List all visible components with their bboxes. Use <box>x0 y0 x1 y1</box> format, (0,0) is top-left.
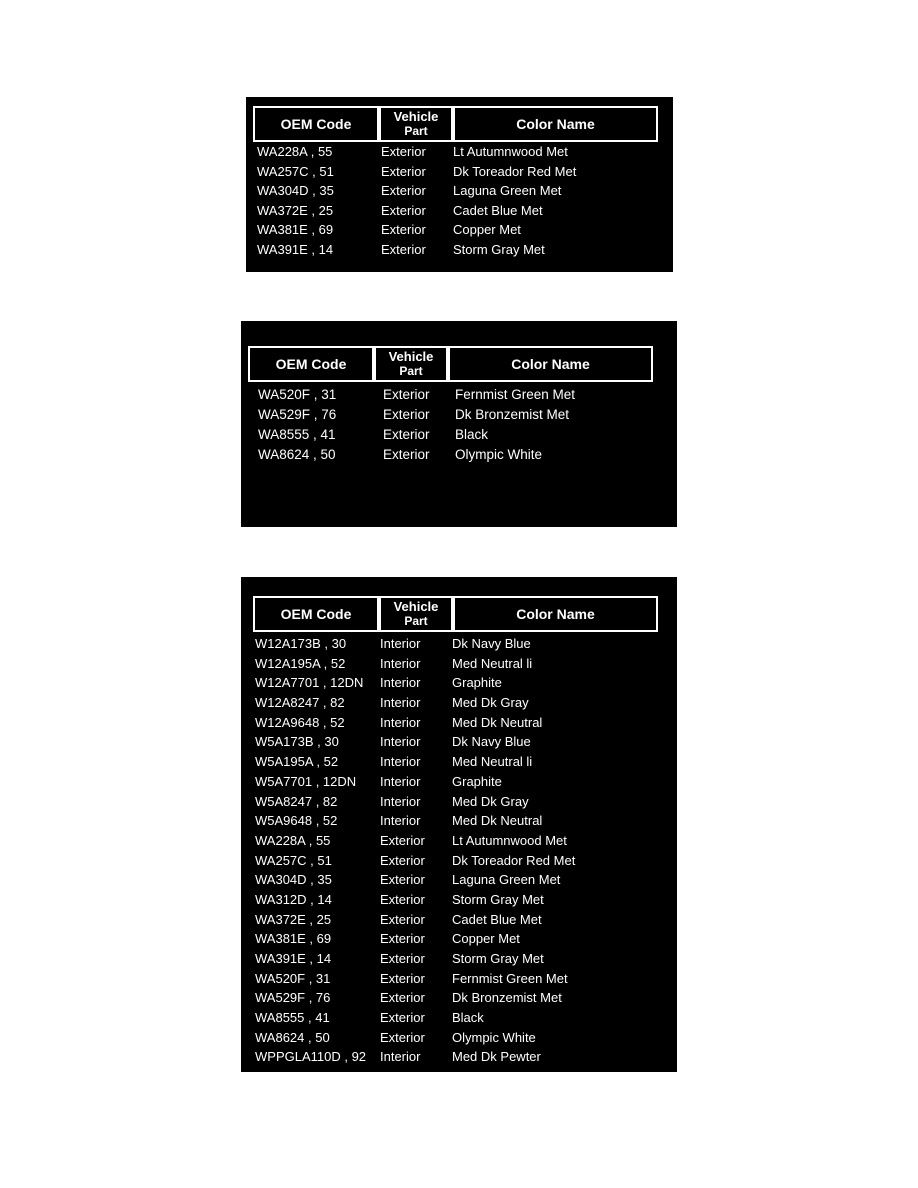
color-name-cell: Lt Autumnwood Met <box>453 144 568 159</box>
header-vehicle-line2: Part <box>404 124 428 138</box>
vehicle-part-cell: Interior <box>380 773 421 789</box>
header-vehicle-line2: Part <box>399 364 423 378</box>
oem-code-cell: W5A195A , 52 <box>255 754 339 770</box>
vehicle-part-cell: Exterior <box>380 990 425 1006</box>
color-name-cell: Dk Bronzemist Met <box>452 990 562 1006</box>
color-name-cell: Storm Gray Met <box>453 241 545 257</box>
table-header <box>248 346 653 382</box>
vehicle-part-cell: Exterior <box>380 1029 425 1045</box>
color-name-cell: Dk Toreador Red Met <box>453 163 577 179</box>
oem-code-cell: WA381E , 69 <box>257 222 334 237</box>
vehicle-part-cell: Exterior <box>380 970 425 986</box>
vehicle-part-cell: Exterior <box>383 447 430 462</box>
header-vehicle-line1: Vehicle <box>388 349 434 364</box>
color-name-cell: Graphite <box>452 773 502 789</box>
header-color-name: Color Name <box>448 346 653 382</box>
oem-code-cell: WA520F , 31 <box>255 970 331 986</box>
vehicle-part-cell: Exterior <box>380 832 425 848</box>
color-name-cell: Cadet Blue Met <box>453 202 543 218</box>
color-name-cell: Med Dk Gray <box>452 695 529 711</box>
vehicle-part-cell: Exterior <box>383 427 430 442</box>
oem-code-cell: W5A7701 , 12DN <box>255 773 357 789</box>
color-name-cell: Dk Bronzemist Met <box>455 407 570 422</box>
oem-code-cell: WA8624 , 50 <box>255 1029 330 1045</box>
oem-code-cell: W12A7701 , 12DN <box>255 675 364 691</box>
oem-code-cell: WA381E , 69 <box>255 931 332 947</box>
vehicle-part-cell: Interior <box>380 1049 421 1065</box>
oem-code-cell: WA257C , 51 <box>257 163 334 179</box>
vehicle-part-cell: Exterior <box>381 202 426 218</box>
vehicle-part-cell: Interior <box>380 754 421 770</box>
oem-code-cell: W12A8247 , 82 <box>255 695 345 711</box>
header-vehicle-part <box>374 346 448 382</box>
vehicle-part-cell: Exterior <box>381 144 426 159</box>
color-name-cell: Black <box>455 427 489 442</box>
color-name-cell: Black <box>452 1010 484 1026</box>
header-oem-code: OEM Code <box>253 106 379 142</box>
oem-code-cell: W12A9648 , 52 <box>255 714 345 730</box>
oem-code-cell: W5A9648 , 52 <box>255 813 338 829</box>
oem-code-cell: WA391E , 14 <box>257 241 334 257</box>
color-name-cell: Med Dk Neutral <box>452 714 543 730</box>
oem-code-cell: WA228A , 55 <box>255 832 331 848</box>
oem-code-cell: WA529F , 76 <box>258 407 337 422</box>
vehicle-part-cell: Exterior <box>380 931 425 947</box>
color-name-cell: Olympic White <box>452 1029 536 1045</box>
oem-code-cell: WA529F , 76 <box>255 990 331 1006</box>
color-table-1 <box>246 97 673 272</box>
vehicle-part-cell: Exterior <box>383 387 430 402</box>
color-name-cell: Storm Gray Met <box>452 891 544 907</box>
vehicle-part-cell: Exterior <box>380 891 425 907</box>
color-name-cell: Med Dk Pewter <box>452 1049 541 1065</box>
oem-code-cell: WA8624 , 50 <box>258 447 336 462</box>
oem-code-cell: WA257C , 51 <box>255 852 332 868</box>
table-header <box>253 106 658 142</box>
oem-code-cell: WA304D , 35 <box>257 183 334 198</box>
color-name-cell: Storm Gray Met <box>452 951 544 966</box>
color-name-cell: Med Neutral li <box>452 655 533 671</box>
header-oem-code: OEM Code <box>248 346 374 382</box>
color-name-cell: Dk Navy Blue <box>452 636 531 651</box>
oem-code-cell: WPPGLA110D , 92 <box>255 1049 367 1065</box>
vehicle-part-cell: Interior <box>380 675 421 691</box>
color-name-cell: Fernmist Green Met <box>455 387 576 402</box>
color-name-cell: Med Dk Neutral <box>452 813 543 829</box>
vehicle-part-cell: Interior <box>380 655 421 671</box>
oem-code-cell: W12A195A , 52 <box>255 655 346 671</box>
vehicle-part-cell: Interior <box>380 714 421 730</box>
header-vehicle-part <box>379 596 453 632</box>
oem-code-cell: WA372E , 25 <box>257 202 334 218</box>
oem-code-cell: WA520F , 31 <box>258 387 337 402</box>
oem-code-cell: WA312D , 14 <box>255 891 332 907</box>
color-name-cell: Laguna Green Met <box>452 872 561 888</box>
header-vehicle-line1: Vehicle <box>393 599 439 614</box>
vehicle-part-cell: Exterior <box>380 911 425 927</box>
color-name-cell: Fernmist Green Met <box>452 970 568 986</box>
oem-code-cell: W12A173B , 30 <box>255 636 347 651</box>
oem-code-cell: WA8555 , 41 <box>255 1010 330 1026</box>
oem-code-cell: WA8555 , 41 <box>258 427 336 442</box>
color-name-cell: Olympic White <box>455 447 543 462</box>
color-name-cell: Med Dk Gray <box>452 793 529 809</box>
color-name-cell: Lt Autumnwood Met <box>452 832 567 848</box>
color-name-cell: Dk Navy Blue <box>452 734 531 750</box>
header-color-name: Color Name <box>453 596 658 632</box>
vehicle-part-cell: Exterior <box>380 872 425 888</box>
vehicle-part-cell: Exterior <box>380 1010 425 1026</box>
vehicle-part-cell: Interior <box>380 695 421 711</box>
color-name-cell: Copper Met <box>452 931 520 947</box>
color-name-cell: Graphite <box>452 675 502 691</box>
table-header <box>253 596 658 632</box>
vehicle-part-cell: Exterior <box>381 222 426 237</box>
oem-code-cell: WA372E , 25 <box>255 911 332 927</box>
oem-code-cell: WA391E , 14 <box>255 951 332 966</box>
header-oem-code: OEM Code <box>253 596 379 632</box>
vehicle-part-cell: Interior <box>380 813 421 829</box>
vehicle-part-cell: Exterior <box>383 407 430 422</box>
color-table-3 <box>241 577 677 1072</box>
oem-code-cell: WA304D , 35 <box>255 872 332 888</box>
vehicle-part-cell: Exterior <box>381 241 426 257</box>
oem-code-cell: W5A173B , 30 <box>255 734 339 750</box>
vehicle-part-cell: Exterior <box>380 852 425 868</box>
header-vehicle-part <box>379 106 453 142</box>
vehicle-part-cell: Interior <box>380 734 421 750</box>
color-name-cell: Copper Met <box>453 222 521 237</box>
oem-code-cell: WA228A , 55 <box>257 144 333 159</box>
vehicle-part-cell: Exterior <box>381 183 426 198</box>
header-vehicle-line2: Part <box>404 614 428 628</box>
color-name-cell: Dk Toreador Red Met <box>452 852 576 868</box>
vehicle-part-cell: Exterior <box>380 951 425 966</box>
color-name-cell: Med Neutral li <box>452 754 533 770</box>
color-table-2 <box>241 321 677 527</box>
header-vehicle-line1: Vehicle <box>393 109 439 124</box>
oem-code-cell: W5A8247 , 82 <box>255 793 338 809</box>
header-color-name: Color Name <box>453 106 658 142</box>
color-name-cell: Laguna Green Met <box>453 183 562 198</box>
vehicle-part-cell: Interior <box>380 636 421 651</box>
vehicle-part-cell: Exterior <box>381 163 426 179</box>
color-name-cell: Cadet Blue Met <box>452 911 542 927</box>
vehicle-part-cell: Interior <box>380 793 421 809</box>
